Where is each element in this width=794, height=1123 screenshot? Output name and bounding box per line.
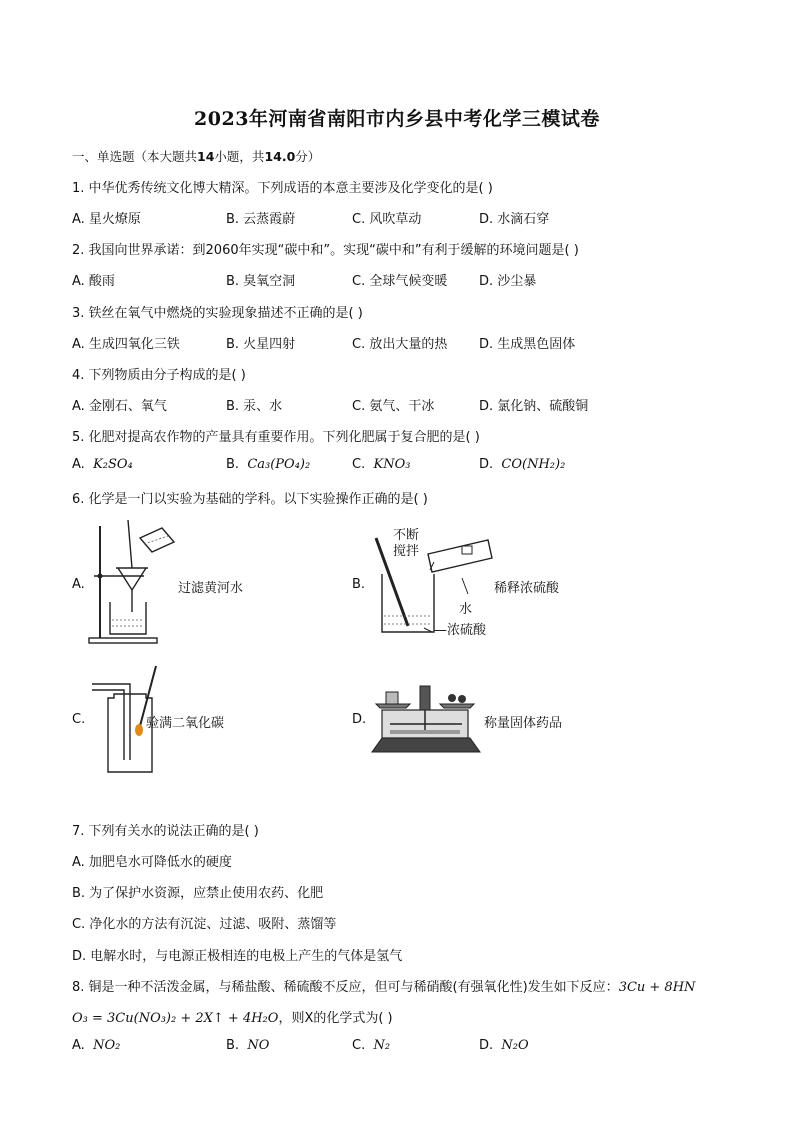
q7-option-d: D. 电解水时，与电源正极相连的电极上产生的气体是氢气 — [72, 949, 403, 964]
question-1: 1. 中华优秀传统文化博大精深。下列成语的本意主要涉及化学变化的是( ) — [72, 181, 493, 196]
q2-option-b: B. 臭氧空洞 — [226, 274, 296, 289]
q6-option-c-label: C. — [72, 712, 86, 727]
q7-option-b: B. 为了保护水资源，应禁止使用农药、化肥 — [72, 886, 324, 901]
question-8-line-1: 8. 铜是一种不活泼金属，与稀盐酸、稀硫酸不反应，但可与稀硝酸(有强氧化性)发生如下反应：3Cu + 8HN — [72, 980, 696, 995]
q1-option-d: D. 水滴石穿 — [479, 212, 550, 227]
q8-option-d: D. N₂O — [479, 1038, 529, 1053]
q5-option-b: B. Ca₃(PO₄)₂ — [226, 457, 311, 472]
q6-caption-d: 称量固体药品 — [484, 716, 563, 731]
question-5: 5. 化肥对提高农作物的产量具有重要作用。下列化肥属于复合肥的是( ) — [72, 430, 480, 445]
filtration-apparatus-figure — [86, 520, 176, 646]
q7-option-a: A. 加肥皂水可降低水的硬度 — [72, 855, 232, 870]
question-4: 4. 下列物质由分子构成的是( ) — [72, 368, 246, 383]
q6-caption-b-acid: —浓硫酸 — [434, 623, 487, 638]
q5-option-a: A. K₂SO₄ — [72, 457, 133, 472]
q2-option-d: D. 沙尘暴 — [479, 274, 537, 289]
question-6: 6. 化学是一门以实验为基础的学科。以下实验操作正确的是( ) — [72, 492, 428, 507]
question-7: 7. 下列有关水的说法正确的是( ) — [72, 824, 259, 839]
q6-option-d-label: D. — [352, 712, 367, 727]
q4-option-d: D. 氯化钠、硫酸铜 — [479, 399, 589, 414]
q4-option-a: A. 金刚石、氧气 — [72, 399, 167, 414]
q6-option-a-label: A. — [72, 577, 85, 592]
q5-option-c: C. KNO₃ — [352, 457, 411, 472]
q3-option-b: B. 火星四射 — [226, 337, 296, 352]
q5-option-d: D. CO(NH₂)₂ — [479, 457, 566, 472]
section-header: 一、单选题（本大题共14小题，共14.0分） — [72, 149, 321, 164]
question-8-line-2: O₃ = 3Cu(NO₃)₂ + 2X↑ + 4H₂O，则X的化学式为( ) — [72, 1011, 393, 1026]
q1-option-a: A. 星火燎原 — [72, 212, 141, 227]
q6-caption-c: 验满二氧化碳 — [146, 716, 225, 731]
q6-caption-a: 过滤黄河水 — [178, 581, 244, 596]
q3-option-a: A. 生成四氧化三铁 — [72, 337, 180, 352]
question-3: 3. 铁丝在氧气中燃烧的实验现象描述不正确的是( ) — [72, 306, 363, 321]
balance-apparatus-figure — [370, 682, 482, 756]
q6-option-b-label: B. — [352, 577, 366, 592]
question-2: 2. 我国向世界承诺：到2060年实现“碳中和”。实现“碳中和”有利于缓解的环境问题是( ) — [72, 243, 579, 258]
q7-option-c: C. 净化水的方法有沉淀、过滤、吸附、蒸馏等 — [72, 917, 337, 932]
q3-option-d: D. 生成黑色固体 — [479, 337, 576, 352]
q8-option-b: B. NO — [226, 1038, 270, 1053]
q1-option-c: C. 风吹草动 — [352, 212, 422, 227]
q4-option-b: B. 汞、水 — [226, 399, 283, 414]
q8-option-a: A. NO₂ — [72, 1038, 121, 1053]
q3-option-c: C. 放出大量的热 — [352, 337, 448, 352]
q2-option-a: A. 酸雨 — [72, 274, 115, 289]
q1-option-b: B. 云蒸霞蔚 — [226, 212, 296, 227]
q8-option-c: C. N₂ — [352, 1038, 391, 1053]
q6-caption-b: 稀释浓硫酸 — [494, 581, 560, 596]
page-title: 2023年河南省南阳市内乡县中考化学三模试卷 — [194, 108, 600, 130]
q6-caption-b-water: 水 — [459, 602, 473, 617]
q2-option-c: C. 全球气候变暖 — [352, 274, 448, 289]
q4-option-c: C. 氨气、干冰 — [352, 399, 435, 414]
q6-caption-b-stir: 不断 搅拌 — [393, 528, 420, 559]
